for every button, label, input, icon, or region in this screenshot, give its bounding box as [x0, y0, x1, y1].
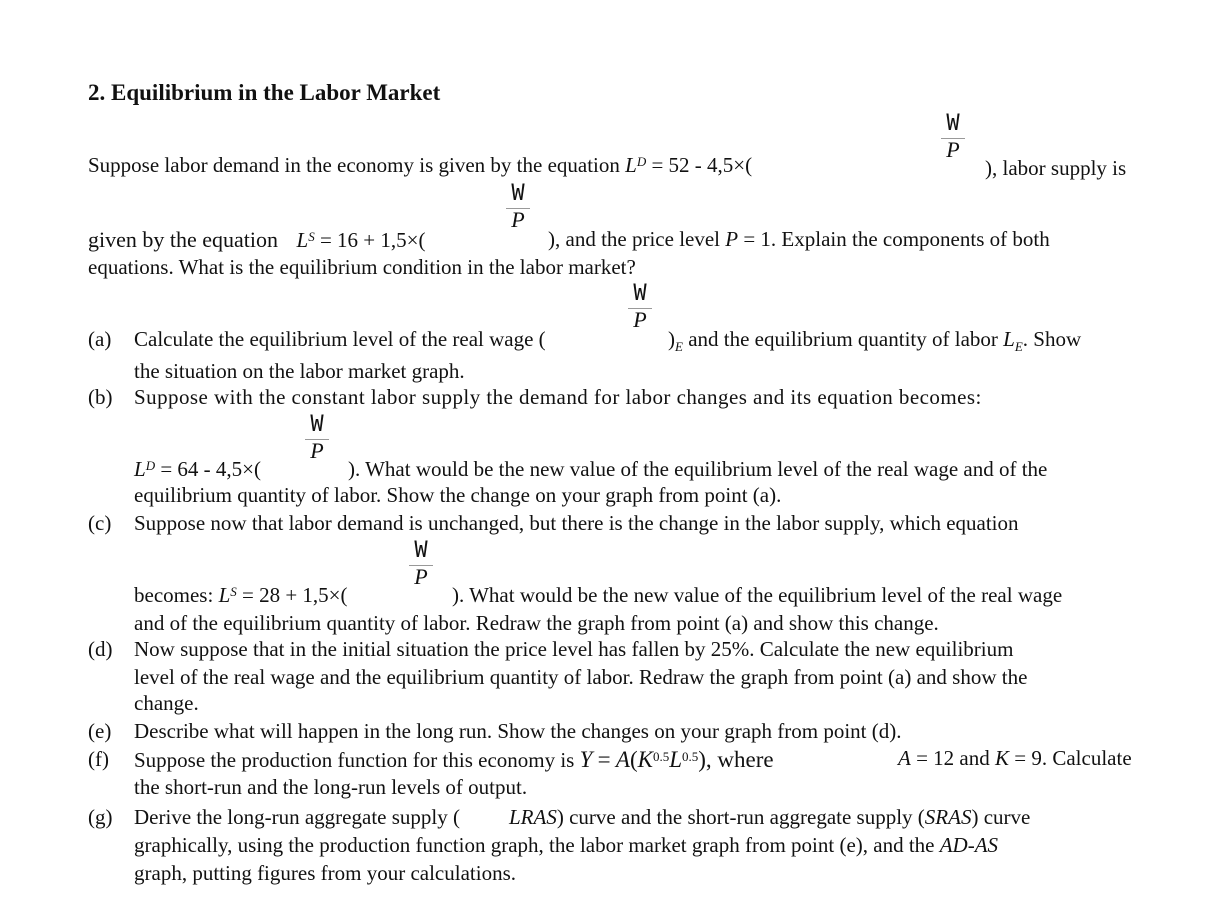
item-f-line-1-tail: A = 12 and K = 9. Calculate	[898, 746, 1132, 770]
item-b-line-2-tail: ). What would be the new value of the equilibrium level of the real wage and of the	[348, 457, 1048, 481]
item-e-marker: (e)	[88, 719, 112, 743]
item-g-line-3: graph, putting figures from your calculations.	[134, 861, 516, 885]
labor-demand-symbol: $L^D$	[625, 153, 647, 177]
item-d-marker: (d)	[88, 637, 113, 661]
fraction-w-over-p: W P	[409, 539, 433, 588]
intro-line-2	[88, 227, 425, 253]
section-title: 2. Equilibrium in the Labor Market	[88, 80, 441, 105]
item-a-line-1-tail: )$_E$ and the equilibrium quantity of labor $L_E$. Show	[668, 327, 1082, 354]
item-d-line-1: Now suppose that in the initial situation the price level has fallen by 25%. Calculate the new equilibrium	[134, 637, 1014, 661]
intro-line-1	[88, 153, 752, 178]
item-e-line-1: Describe what will happen in the long run. Show the changes on your graph from point (d).	[134, 719, 902, 743]
item-c-line-3: and of the equilibrium quantity of labor. Redraw the graph from point (a) and show this change.	[134, 611, 939, 635]
item-f-line-2: the short-run and the long-run levels of output.	[134, 775, 528, 799]
item-c-line-1: Suppose now that labor demand is unchanged, but there is the change in the labor supply, which equation	[134, 511, 1019, 535]
item-c-line-2: becomes: $L^S = 28 + 1,5\times$(	[134, 583, 348, 607]
item-a-line-1: Calculate the equilibrium level of the real wage (	[134, 327, 546, 351]
item-g-line-1-tail: LRAS) curve and the short-run aggregate supply (SRAS) curve	[509, 805, 1031, 829]
item-b-line-3: equilibrium quantity of labor. Show the change on your graph from point (a).	[134, 483, 782, 507]
intro-l2-head: given by the equation	[88, 227, 279, 252]
fraction-w-over-p: W P	[506, 182, 530, 231]
labor-supply-equation: = 16 + 1,5×(	[319, 228, 426, 252]
fraction-w-over-p: W P	[628, 282, 652, 331]
item-b-line-1: Suppose with the constant labor supply the demand for labor changes and its equation becomes:	[134, 385, 982, 409]
fraction-w-over-p: W P	[305, 413, 329, 462]
intro-text: Suppose labor demand in the economy is given by the equation	[88, 153, 620, 177]
item-d-line-3: change.	[134, 691, 199, 715]
fraction-w-over-p: W P	[941, 112, 965, 161]
item-a-line-2: the situation on the labor market graph.	[134, 359, 465, 383]
item-b-line-2: $L^D = 64 - 4,5\times$(	[134, 457, 262, 481]
item-c-marker: (c)	[88, 511, 112, 535]
labor-demand-equation: = 52 - 4,5×(	[651, 153, 753, 177]
item-g-marker: (g)	[88, 805, 113, 829]
item-f-marker: (f)	[88, 747, 109, 771]
intro-line-1-tail: ), labor supply is	[985, 156, 1127, 180]
labor-supply-symbol: $L^S$	[296, 228, 315, 252]
intro-line-2-tail: ), and the price level P = 1. Explain the components of both	[548, 227, 1050, 251]
item-d-line-2: level of the real wage and the equilibrium quantity of labor. Redraw the graph from point (a) and show the	[134, 665, 1028, 689]
item-c-line-2-tail: ). What would be the new value of the equilibrium level of the real wage	[452, 583, 1063, 607]
item-b-marker: (b)	[88, 385, 113, 409]
intro-line-3: equations. What is the equilibrium condition in the labor market?	[88, 255, 636, 279]
item-a-marker: (a)	[88, 327, 112, 351]
item-g-line-1: Derive the long-run aggregate supply (	[134, 805, 460, 829]
item-f-line-1: Suppose the production function for this economy is $Y = A(K^{0.5}L^{0.5})$, where	[134, 747, 774, 772]
item-g-line-2: graphically, using the production function graph, the labor market graph from point (e), and the AD-AS	[134, 833, 999, 857]
